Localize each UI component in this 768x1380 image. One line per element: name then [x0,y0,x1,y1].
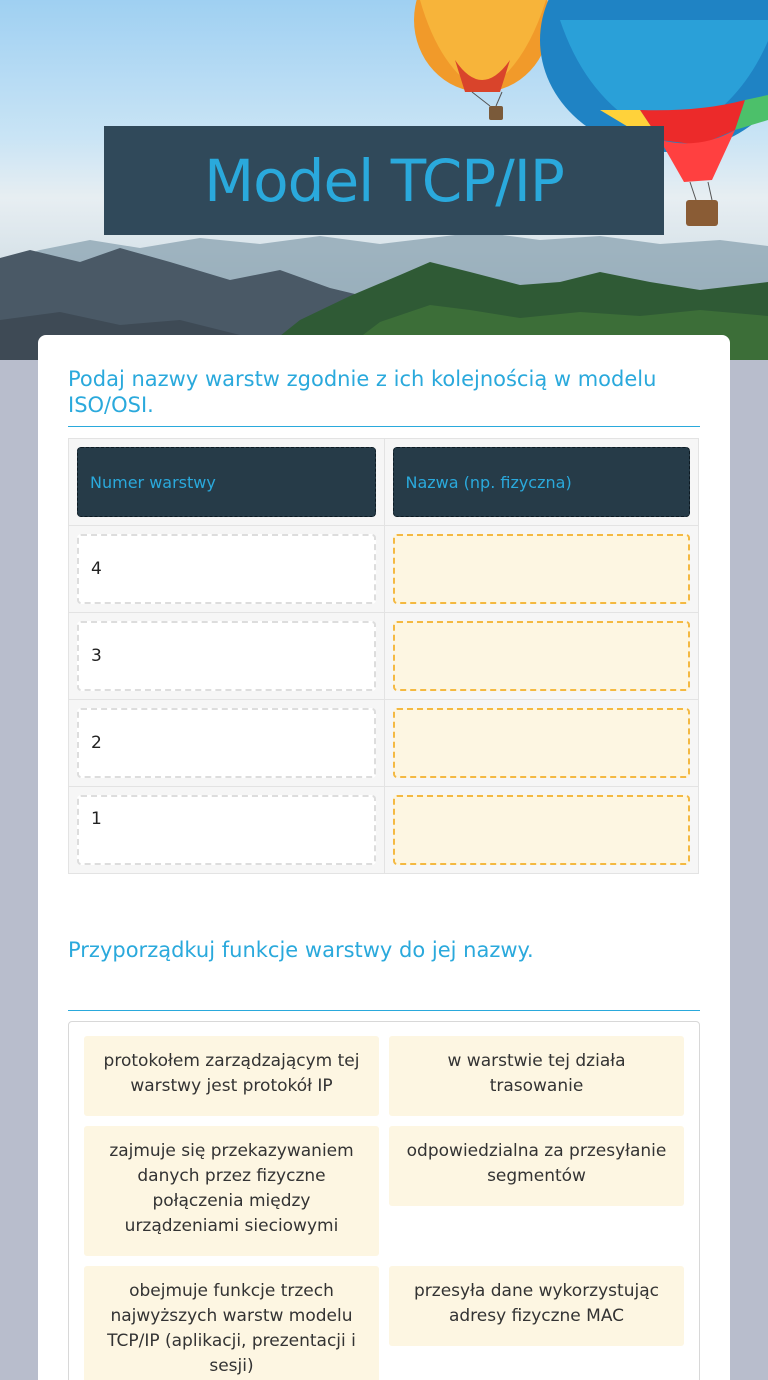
draggable-answer-chip[interactable]: protokołem zarządzającym tej warstwy jest protokół IP [84,1036,379,1116]
draggable-answer-chip[interactable]: zajmuje się przekazywaniem danych przez fizyczne połączenia między urządzeniami sieciowymi [84,1126,379,1256]
draggable-answer-chip[interactable]: odpowiedzialna za przesyłanie segmentów [389,1126,684,1206]
table-row [69,613,698,700]
table-row [69,787,698,873]
layer-number-cell: 4 [77,534,376,604]
question-2-text: Przyporządkuj funkcje warstwy do jej nazwy. [68,938,534,962]
title-banner [104,126,664,235]
table-header-row [69,439,698,526]
header-cell-name: Nazwa (np. fizyczna) [393,447,691,517]
table-row [69,700,698,787]
matching-area [68,1021,700,1380]
hero-banner [0,0,768,360]
header-cell-number: Numer warstwy [77,447,376,517]
table-row [69,526,698,613]
page-title: Model TCP/IP [204,146,564,215]
draggable-answer-chip[interactable]: obejmuje funkcje trzech najwyższych warstw modelu TCP/IP (aplikacji, prezentacji i sesji) [84,1266,379,1380]
answer-drop-zone[interactable] [393,795,691,865]
answer-drop-zone[interactable] [393,534,691,604]
divider [68,1010,700,1011]
layer-number-cell: 2 [77,708,376,778]
layer-number-cell: 1 [77,795,376,865]
question-1-text: Podaj nazwy warstw zgodnie z ich kolejnością w modelu ISO/OSI. [68,367,657,417]
worksheet-card [38,335,730,1380]
answer-drop-zone[interactable] [393,708,691,778]
answer-drop-zone[interactable] [393,621,691,691]
draggable-answer-chip[interactable]: przesyła dane wykorzystując adresy fizyczne MAC [389,1266,684,1346]
draggable-answer-chip[interactable]: w warstwie tej działa trasowanie [389,1036,684,1116]
layer-number-cell: 3 [77,621,376,691]
layers-table [68,438,699,874]
divider [68,426,700,427]
